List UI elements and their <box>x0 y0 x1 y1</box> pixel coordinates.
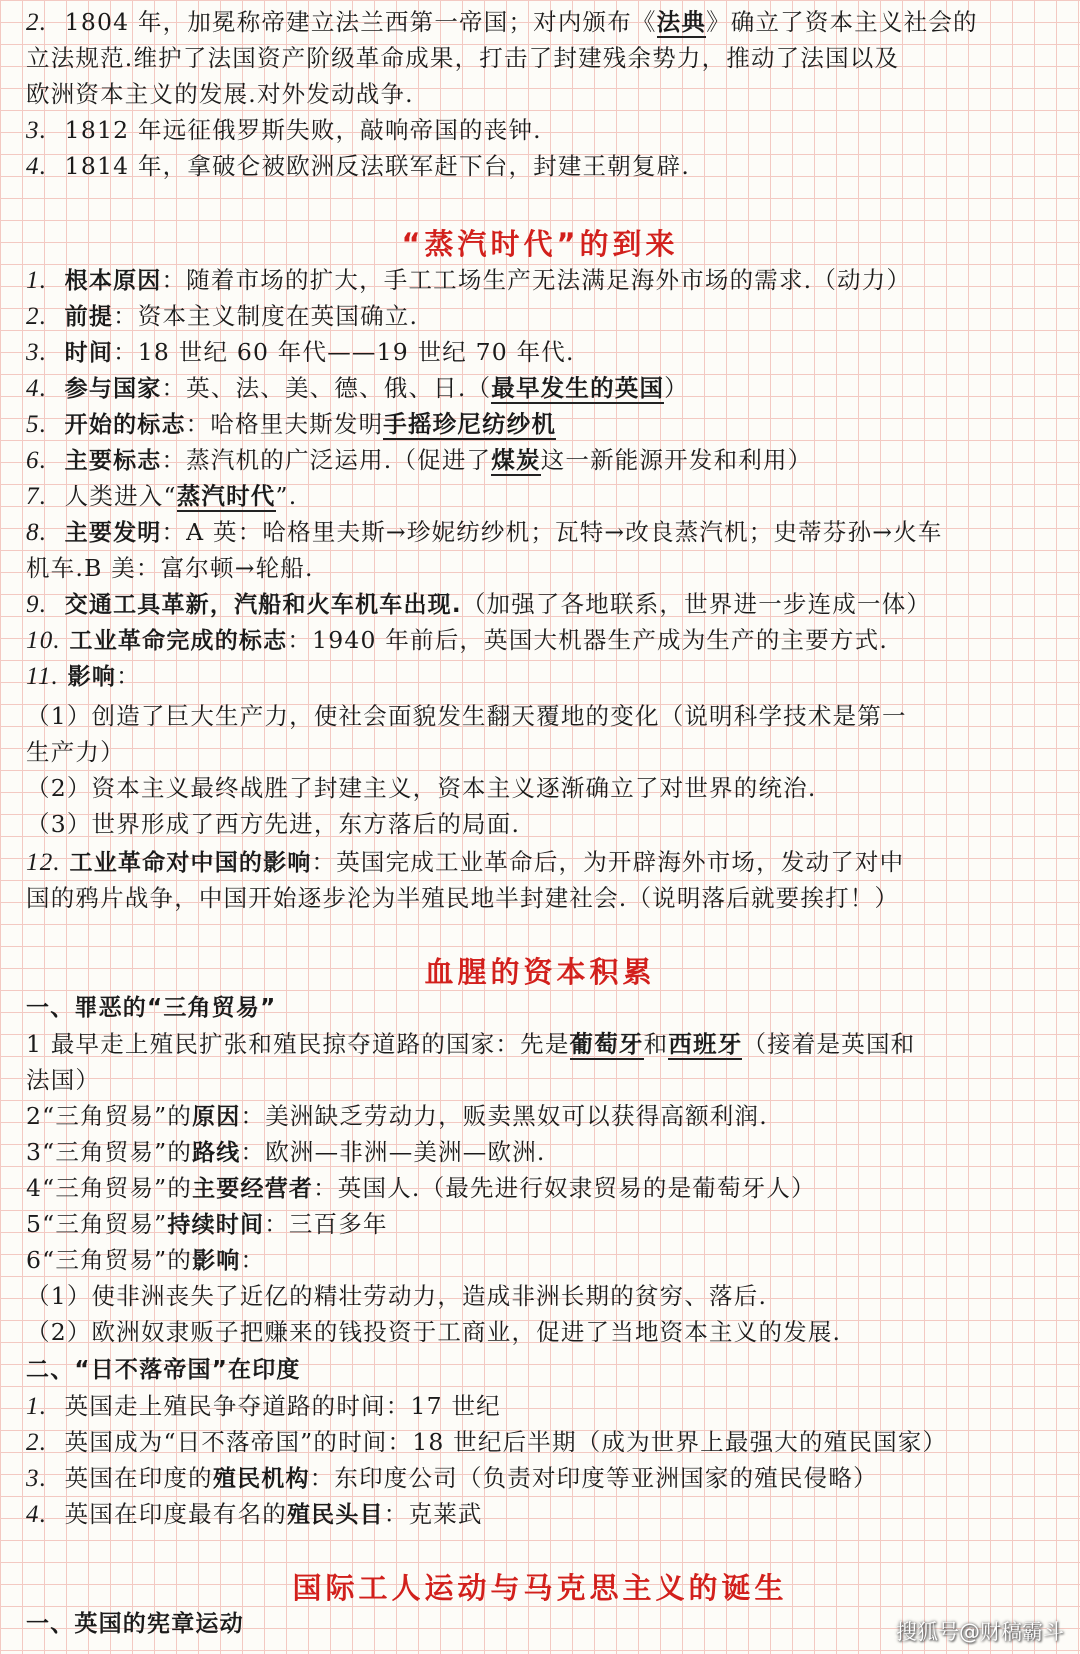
india-item-2: 2. 英国成为“日不落帝国”的时间：18 世纪后半期（成为世界上最强大的殖民国家） <box>26 1428 948 1456</box>
capital-item-6: 6“三角贸易”的影响： <box>26 1246 266 1274</box>
india-item-4: 4. 英国在印度最有名的殖民头目：克莱武 <box>26 1500 483 1528</box>
india-item-1: 1. 英国走上殖民争夺道路的时间：17 世纪 <box>26 1392 501 1420</box>
steam-item-8: 8. 主要发明：A 英：哈格里夫斯→珍妮纺纱机；瓦特→改良蒸汽机；史蒂芬孙→火车 <box>26 518 943 546</box>
capital-item-5: 5“三角贸易”持续时间：三百多年 <box>26 1210 388 1238</box>
steam-item-12-cont: 国的鸦片战争，中国开始逐步沦为半殖民地半封建社会.（说明落后就要挨打！） <box>26 884 900 912</box>
watermark: 搜狐号@财稿霸斗 <box>896 1620 1064 1644</box>
capital-item-2: 2“三角贸易”的原因：美洲缺乏劳动力，贩卖黑奴可以获得高额利润. <box>26 1102 768 1130</box>
capital-heading-triangle-trade: 一、罪恶的“三角贸易” <box>26 995 277 1021</box>
steam-item-9: 9. 交通工具革新，汽船和火车机车出现.（加强了各地联系，世界进一步连成一体） <box>26 590 932 618</box>
napoleon-item-2-cont: 立法规范.维护了法国资产阶级革命成果，打击了封建残余势力，推动了法国以及 <box>26 44 900 72</box>
napoleon-item-2-cont2: 欧洲资本主义的发展.对外发动战争. <box>26 80 414 108</box>
napoleon-item-4: 4. 1814 年，拿破仑被欧洲反法联军赶下台，封建王朝复辟. <box>26 152 691 180</box>
steam-item-12: 12. 工业革命对中国的影响：英国完成工业革命后，为开辟海外市场，发动了对中 <box>26 848 905 876</box>
steam-item-11-sub-1: （1）创造了巨大生产力，使社会面貌发生翻天覆地的变化（说明科学技术是第一 <box>26 702 907 730</box>
labor-heading-chartism: 一、英国的宪章运动 <box>26 1611 244 1637</box>
section-title-capital: 血腥的资本积累 <box>424 955 656 989</box>
section-title-steam-age: “蒸汽时代”的到来 <box>401 227 679 261</box>
steam-item-6: 6. 主要标志：蒸汽机的广泛运用.（促进了煤炭这一新能源开发和利用） <box>26 446 813 474</box>
steam-item-8-cont: 机车.B 美：富尔顿→轮船. <box>26 554 314 582</box>
steam-item-2: 2. 前提：资本主义制度在英国确立. <box>26 302 419 330</box>
capital-heading-india: 二、“日不落帝国”在印度 <box>26 1357 301 1383</box>
capital-item-6-sub-1: （1）使非洲丧失了近亿的精壮劳动力，造成非洲长期的贫穷、落后. <box>26 1282 768 1310</box>
steam-item-11-sub-2: （2）资本主义最终战胜了封建主义，资本主义逐渐确立了对世界的统治. <box>26 774 817 802</box>
steam-item-11-sub-1-cont: 生产力） <box>26 738 125 766</box>
capital-item-1: 1 最早走上殖民扩张和殖民掠夺道路的国家：先是葡萄牙和西班牙（接着是英国和 <box>26 1030 916 1058</box>
napoleon-item-3: 3. 1812 年远征俄罗斯失败，敲响帝国的丧钟. <box>26 116 542 144</box>
capital-item-3: 3“三角贸易”的路线：欧洲—非洲—美洲—欧洲. <box>26 1138 546 1166</box>
napoleon-item-2: 2. 1804 年，加冕称帝建立法兰西第一帝国；对内颁布《法典》确立了资本主义社会的 <box>26 8 978 36</box>
steam-item-5: 5. 开始的标志：哈格里夫斯发明手摇珍尼纺纱机 <box>26 410 557 438</box>
steam-item-11-sub-3: （3）世界形成了西方先进，东方落后的局面. <box>26 810 521 838</box>
steam-item-4: 4. 参与国家：英、法、美、德、俄、日.（最早发生的英国） <box>26 374 689 402</box>
steam-item-10: 10. 工业革命完成的标志：1940 年前后，英国大机器生产成为生产的主要方式. <box>26 626 888 654</box>
steam-item-1: 1. 根本原因：随着市场的扩大，手工工场生产无法满足海外市场的需求.（动力） <box>26 266 912 294</box>
steam-item-11: 11. 影响： <box>26 662 141 690</box>
capital-item-1-cont: 法国） <box>26 1066 101 1094</box>
steam-item-7: 7. 人类进入“蒸汽时代”. <box>26 482 298 510</box>
steam-item-3: 3. 时间：18 世纪 60 年代——19 世纪 70 年代. <box>26 338 575 366</box>
capital-item-6-sub-2: （2）欧洲奴隶贩子把赚来的钱投资于工商业，促进了当地资本主义的发展. <box>26 1318 842 1346</box>
capital-item-4: 4“三角贸易”的主要经营者：英国人.（最先进行奴隶贸易的是葡萄牙人） <box>26 1174 816 1202</box>
india-item-3: 3. 英国在印度的殖民机构：东印度公司（负责对印度等亚洲国家的殖民侵略） <box>26 1464 878 1492</box>
section-title-labor: 国际工人运动与马克思主义的诞生 <box>292 1571 788 1605</box>
